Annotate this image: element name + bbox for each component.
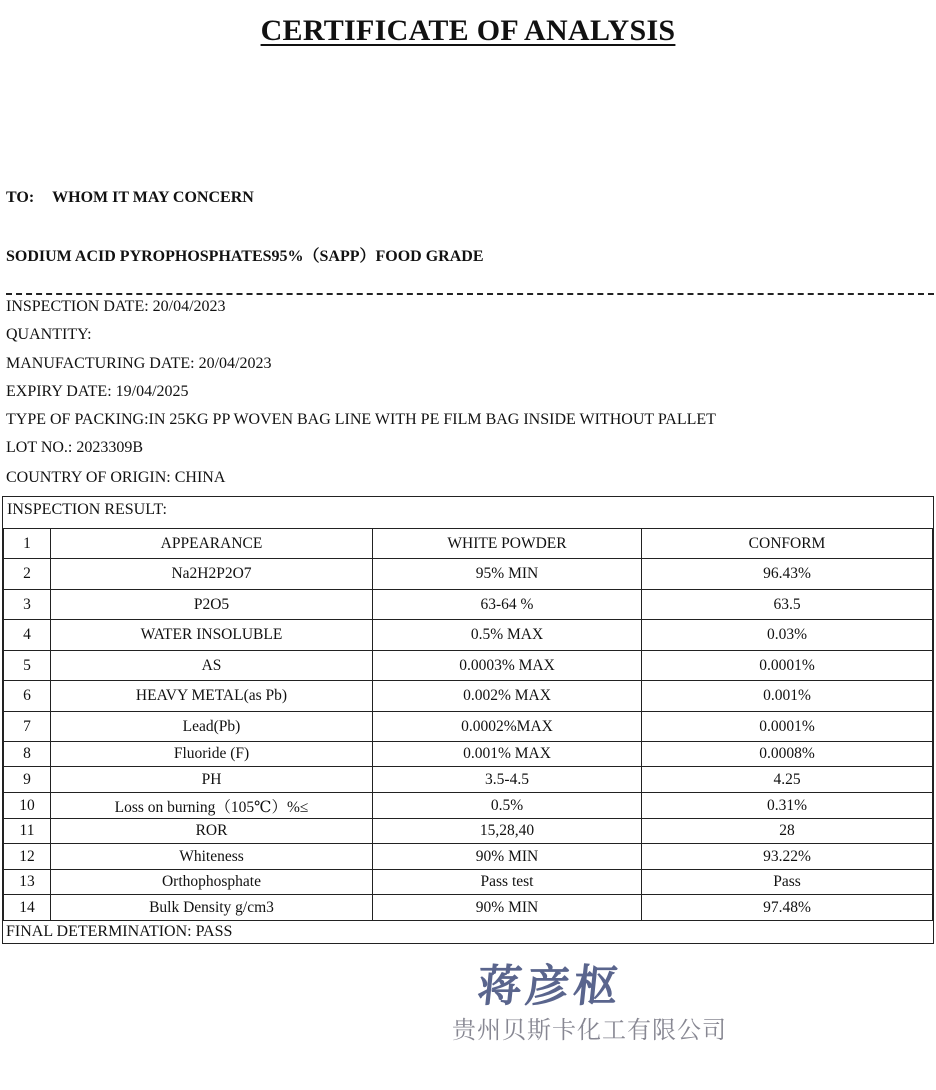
test-result: 0.03% <box>642 620 933 651</box>
test-item: Orthophosphate <box>51 870 373 895</box>
row-number: 2 <box>4 559 51 590</box>
test-result: 63.5 <box>642 590 933 620</box>
row-number: 5 <box>4 651 51 681</box>
specification: 95% MIN <box>373 559 642 590</box>
test-item: APPEARANCE <box>51 529 373 559</box>
test-result: 0.31% <box>642 793 933 819</box>
inspection-date: INSPECTION DATE: 20/04/2023 <box>6 298 226 315</box>
test-result: 0.001% <box>642 681 933 712</box>
specification: WHITE POWDER <box>373 529 642 559</box>
row-number: 8 <box>4 742 51 767</box>
test-result: 93.22% <box>642 844 933 870</box>
recipient-line <box>6 189 254 207</box>
row-number: 7 <box>4 712 51 742</box>
row-number: 3 <box>4 590 51 620</box>
test-item: Na2H2P2O7 <box>51 559 373 590</box>
quantity: QUANTITY: <box>6 326 92 343</box>
to-value: WHOM IT MAY CONCERN <box>52 189 254 206</box>
table-row <box>4 895 933 921</box>
test-result: 0.0001% <box>642 651 933 681</box>
document-title: CERTIFICATE OF ANALYSIS <box>260 14 676 47</box>
test-result: CONFORM <box>642 529 933 559</box>
specification: 90% MIN <box>373 844 642 870</box>
row-number: 4 <box>4 620 51 651</box>
test-item: P2O5 <box>51 590 373 620</box>
test-result: Pass <box>642 870 933 895</box>
results-table <box>3 528 933 921</box>
to-label: TO: <box>6 189 35 206</box>
table-row <box>4 590 933 620</box>
table-row <box>4 559 933 590</box>
lot-number: LOT NO.: 2023309B <box>6 439 144 456</box>
specification: 15,28,40 <box>373 819 642 844</box>
specification: 0.0003% MAX <box>373 651 642 681</box>
specification: 0.5% <box>373 793 642 819</box>
table-row <box>4 870 933 895</box>
table-row <box>4 620 933 651</box>
specification: 0.5% MAX <box>373 620 642 651</box>
test-result: 4.25 <box>642 767 933 793</box>
specification: 0.0002%MAX <box>373 712 642 742</box>
test-result: 28 <box>642 819 933 844</box>
test-item: Bulk Density g/cm3 <box>51 895 373 921</box>
table-row <box>4 767 933 793</box>
test-item: WATER INSOLUBLE <box>51 620 373 651</box>
test-item: PH <box>51 767 373 793</box>
dashed-divider <box>6 293 934 295</box>
test-item: Fluoride (F) <box>51 742 373 767</box>
table-row <box>4 681 933 712</box>
test-result: 96.43% <box>642 559 933 590</box>
expiry-date: EXPIRY DATE: 19/04/2025 <box>6 383 189 400</box>
row-number: 11 <box>4 819 51 844</box>
product-name: SODIUM ACID PYROPHOSPHATES95%（SAPP）FOOD GRADE <box>6 248 484 265</box>
test-item: AS <box>51 651 373 681</box>
table-row <box>4 529 933 559</box>
table-row <box>4 793 933 819</box>
test-result: 0.0008% <box>642 742 933 767</box>
row-number: 1 <box>4 529 51 559</box>
specification: 3.5-4.5 <box>373 767 642 793</box>
test-item: Lead(Pb) <box>51 712 373 742</box>
final-determination: FINAL DETERMINATION: PASS <box>6 923 233 940</box>
specification: 63-64 % <box>373 590 642 620</box>
table-row <box>4 844 933 870</box>
inspection-result-header: INSPECTION RESULT: <box>7 501 167 518</box>
row-number: 10 <box>4 793 51 819</box>
table-row <box>4 742 933 767</box>
test-item: Whiteness <box>51 844 373 870</box>
table-row <box>4 819 933 844</box>
specification: 90% MIN <box>373 895 642 921</box>
country-of-origin: COUNTRY OF ORIGIN: CHINA <box>6 469 226 486</box>
test-item: HEAVY METAL(as Pb) <box>51 681 373 712</box>
specification: 0.002% MAX <box>373 681 642 712</box>
specification: 0.001% MAX <box>373 742 642 767</box>
table-row <box>4 651 933 681</box>
row-number: 14 <box>4 895 51 921</box>
table-row <box>4 712 933 742</box>
row-number: 9 <box>4 767 51 793</box>
test-item: Loss on burning（105℃）%≤ <box>51 793 373 819</box>
specification: Pass test <box>373 870 642 895</box>
signature-image: 蒋彦枢 <box>474 961 625 1012</box>
test-result: 0.0001% <box>642 712 933 742</box>
row-number: 13 <box>4 870 51 895</box>
test-result: 97.48% <box>642 895 933 921</box>
packing-type: TYPE OF PACKING:IN 25KG PP WOVEN BAG LINE WITH PE FILM BAG INSIDE WITHOUT PALLET <box>6 411 716 428</box>
test-item: ROR <box>51 819 373 844</box>
row-number: 12 <box>4 844 51 870</box>
company-stamp: 贵州贝斯卡化工有限公司 <box>452 1016 727 1044</box>
row-number: 6 <box>4 681 51 712</box>
manufacturing-date: MANUFACTURING DATE: 20/04/2023 <box>6 355 272 372</box>
